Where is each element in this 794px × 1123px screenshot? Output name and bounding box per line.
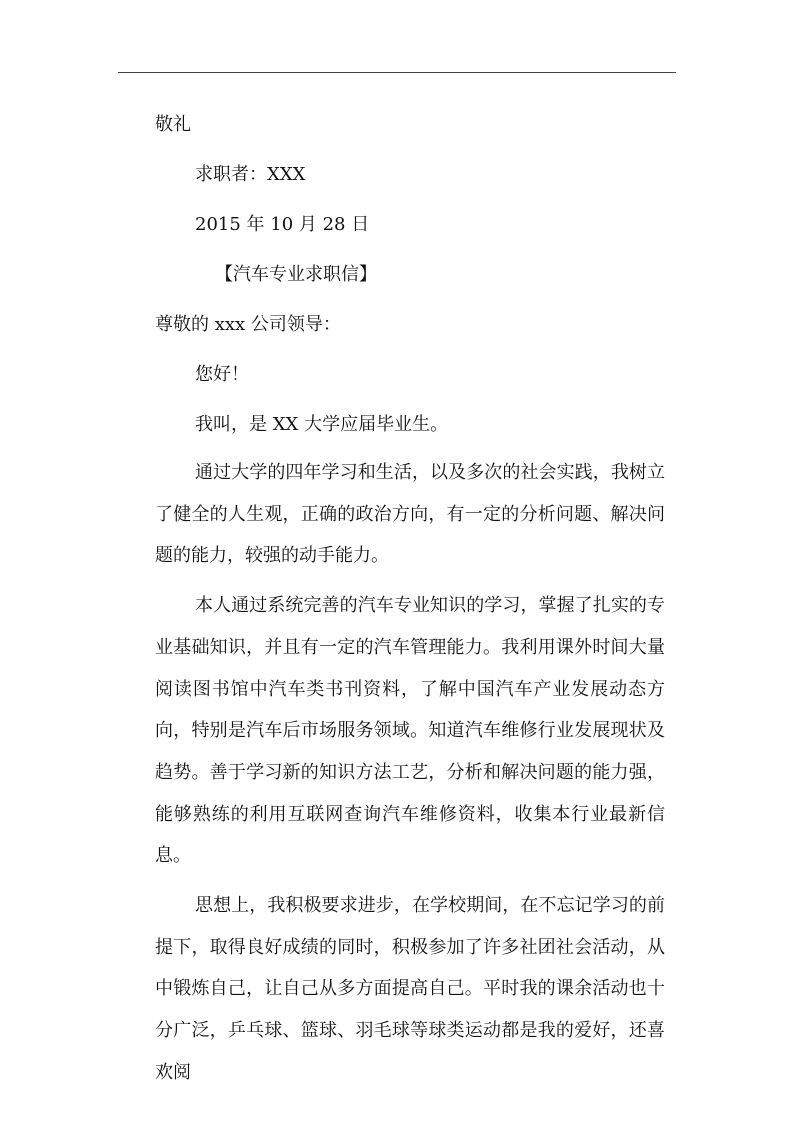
paragraph-professional: 本人通过系统完善的汽车专业知识的学习，掌握了扎实的专业基础知识，并且有一定的汽车管理能力。我利用课外时间大量阅读图书馆中汽车类书刊资料，了解中国汽车产业发展动态方向，特别是汽车后市场服务领域。知道汽车维修行业发展现状及趋势。善于学习新的知识方法工艺，分析和解决问题的能力强，能够熟练的利用互联网查询汽车维修资料，收集本行业最新信息。 — [155, 595, 665, 867]
header-rule — [118, 72, 676, 73]
date-line: 2015 年 10 月 28 日 — [195, 214, 370, 235]
salutation-line: 尊敬的 xxx 公司领导： — [155, 314, 341, 335]
letter-title: 【汽车专业求职信】 — [215, 264, 377, 285]
letter-body — [155, 100, 665, 1094]
greeting-line: 您好！ — [195, 364, 249, 385]
paragraph-activities: 思想上，我积极要求进步，在学校期间，在不忘记学习的前提下，取得良好成绩的同时，积极参加了许多社团社会活动，从中锻炼自己，让自己从多方面提高自己。平时我的课余活动也十分广泛，乒乓球、篮球、羽毛球等球类运动都是我的爱好，还喜欢阅 — [155, 895, 665, 1083]
paragraph-study: 通过大学的四年学习和生活，以及多次的社会实践，我树立了健全的人生观，正确的政治方向，有一定的分析问题、解决问题的能力，较强的动手能力。 — [155, 462, 665, 567]
closing-line: 敬礼 — [155, 114, 191, 135]
intro-line: 我叫，是 XX 大学应届毕业生。 — [195, 414, 449, 435]
applicant-line: 求职者：XXX — [195, 164, 306, 185]
